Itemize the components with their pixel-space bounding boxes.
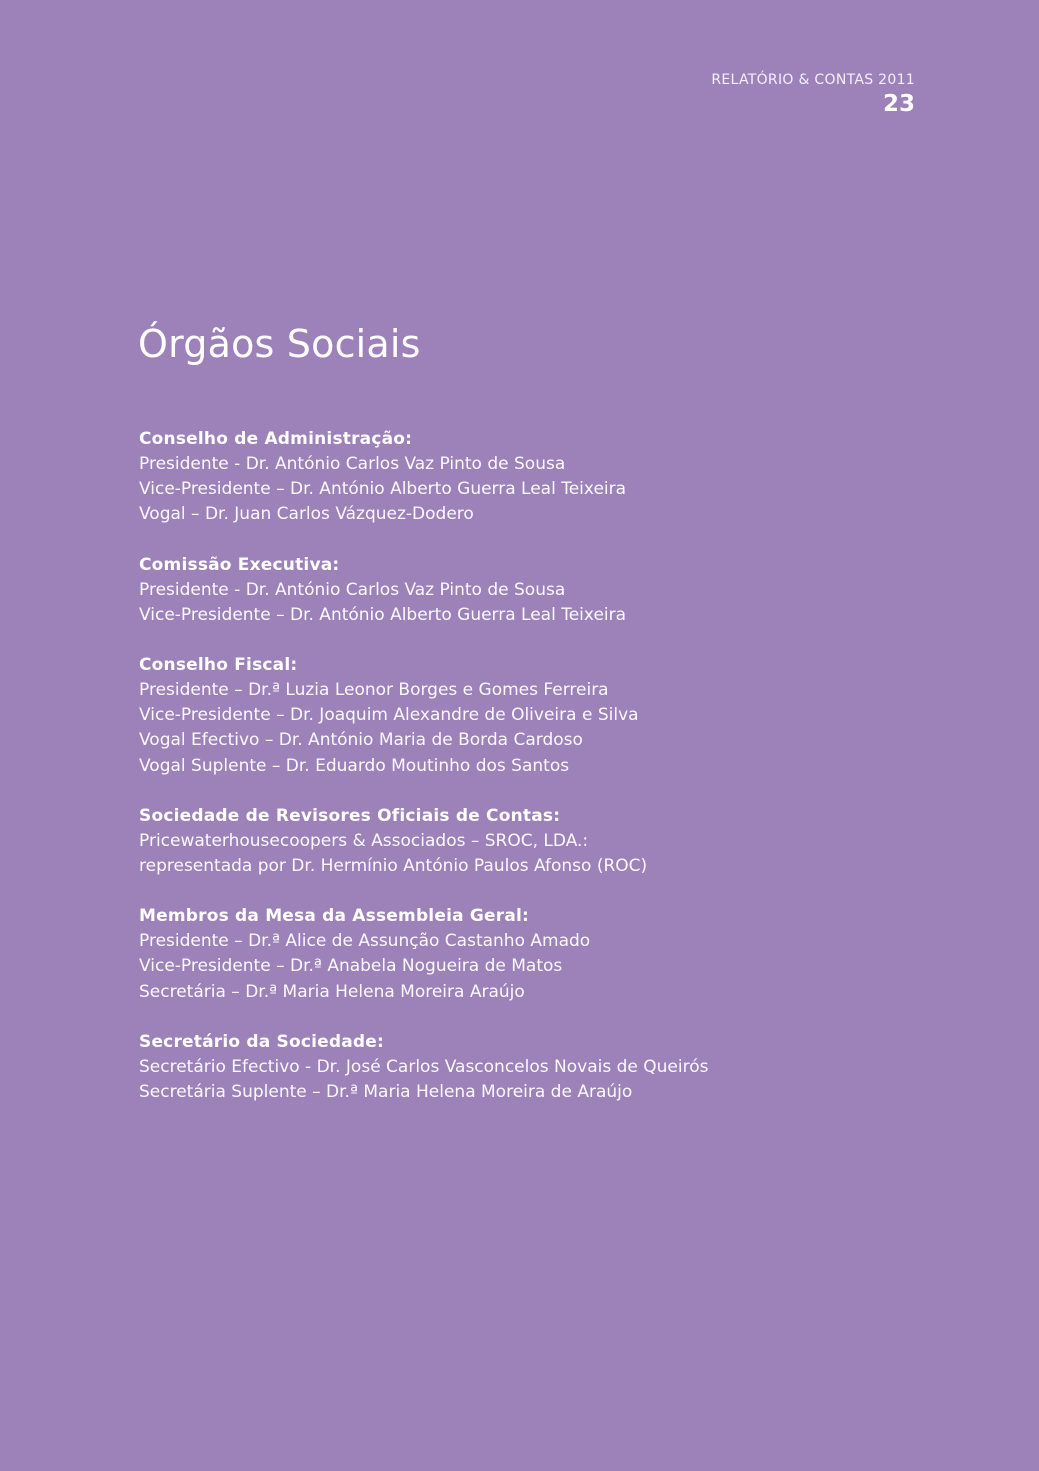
- section-heading: Conselho de Administração:: [139, 429, 413, 449]
- section-heading: Conselho Fiscal:: [139, 655, 298, 676]
- section-line: Secretário Efectivo - Dr. José Carlos Vasconcelos Novais de Queirós: [139, 1056, 709, 1077]
- section-heading: Membros da Mesa da Assembleia Geral:: [139, 906, 530, 927]
- section-line: Presidente – Dr.ª Luzia Leonor Borges e Gomes Ferreira: [139, 680, 609, 701]
- section-heading: Secretário da Sociedade:: [139, 1031, 385, 1052]
- section-heading: Comissão Executiva:: [139, 554, 340, 575]
- section-fiscal-council: [139, 653, 899, 779]
- section-line: Secretária Suplente – Dr.ª Maria Helena Moreira de Araújo: [139, 1082, 633, 1103]
- section-line: Vogal – Dr. Juan Carlos Vázquez-Dodero: [139, 504, 474, 525]
- section-line: Presidente - Dr. António Carlos Vaz Pinto de Sousa: [139, 579, 566, 600]
- page-header: [711, 70, 915, 117]
- section-line: Pricewaterhousecoopers & Associados – SROC, LDA.:: [139, 830, 589, 851]
- governing-bodies-list: [139, 427, 899, 1130]
- section-statutory-auditors: [139, 804, 899, 879]
- page-number: 23: [882, 91, 915, 117]
- section-board-of-directors: [139, 427, 899, 528]
- page-title: Órgãos Sociais: [138, 322, 421, 366]
- section-line: Vice-Presidente – Dr. Joaquim Alexandre de Oliveira e Silva: [139, 705, 639, 726]
- section-company-secretary: [139, 1030, 899, 1105]
- section-line: Vogal Suplente – Dr. Eduardo Moutinho dos Santos: [139, 755, 570, 776]
- section-line: Vice-Presidente – Dr.ª Anabela Nogueira de Matos: [139, 956, 563, 977]
- section-executive-committee: [139, 553, 899, 628]
- section-heading: Sociedade de Revisores Oficiais de Contas:: [139, 805, 561, 826]
- report-title: RELATÓRIO & CONTAS 2011: [711, 72, 915, 88]
- section-line: Presidente – Dr.ª Alice de Assunção Castanho Amado: [139, 931, 591, 952]
- section-line: Vice-Presidente – Dr. António Alberto Guerra Leal Teixeira: [139, 479, 627, 500]
- section-line: Presidente - Dr. António Carlos Vaz Pinto de Sousa: [139, 454, 566, 474]
- section-general-assembly: [139, 904, 899, 1005]
- section-line: Vogal Efectivo – Dr. António Maria de Borda Cardoso: [139, 730, 583, 751]
- section-line: Vice-Presidente – Dr. António Alberto Guerra Leal Teixeira: [139, 604, 627, 625]
- section-line: representada por Dr. Hermínio António Paulos Afonso (ROC): [139, 856, 648, 877]
- section-line: Secretária – Dr.ª Maria Helena Moreira Araújo: [139, 981, 525, 1002]
